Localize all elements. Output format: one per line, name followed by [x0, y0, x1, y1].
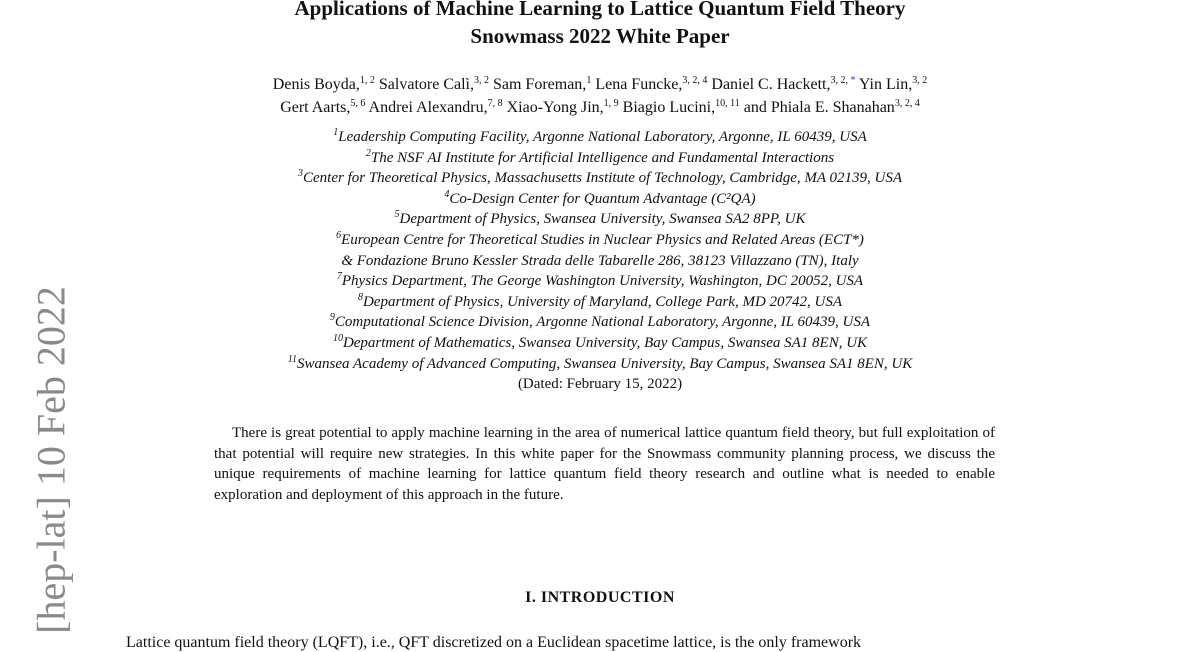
paper-title-line-2: Snowmass 2022 White Paper: [470, 24, 730, 48]
affiliation: $^3$Center for Theoretical Physics, Massachusetts Institute of Technology, Cambridge, MA 02139, USA: [298, 168, 902, 187]
affiliation-continued: & Fondazione Bruno Kessler Strada delle Tabarelle 286, 38123 Villazzano (TN), Italy: [341, 252, 859, 269]
title-block: [0, 0, 1200, 50]
affiliation: $^6$European Centre for Theoretical Studies in Nuclear Physics and Related Areas (ECT*): [336, 229, 864, 248]
author: Yin Lin,$^{3, 2}$: [858, 75, 928, 93]
corresponding-author-link[interactable]: *: [850, 75, 856, 86]
author: and Phiala E. Shanahan$^{3, 2, 4}$: [743, 98, 920, 116]
section-heading-introduction: I. INTRODUCTION: [525, 589, 675, 606]
author-list: [0, 73, 1200, 119]
affiliation: $^7$Physics Department, The George Washington University, Washington, DC 20052, USA: [336, 271, 864, 290]
arxiv-side-stamp: [hep-lat] 10 Feb 2022: [28, 286, 74, 634]
author: Andrei Alexandru,$^{7, 8}$: [368, 98, 503, 116]
abstract: There is great potential to apply machine learning in the area of numerical lattice quantum field theory, but full exploitation of that potential will require new strategies. In this white paper for the Snowmass community planning process, we discuss the unique requirements of machine learning for lattice quantum field theory research and outline what is needed to enable exploration and deployment of this approach in the future.: [214, 425, 995, 503]
introduction-first-line: Lattice quantum field theory (LQFT), i.e., QFT discretized on a Euclidean spacetime lattice, is the only framework: [126, 634, 862, 651]
affiliation: $^4$Co-Design Center for Quantum Advantage (C²QA): [444, 188, 756, 207]
affiliation-list: [0, 127, 1200, 395]
author: Biagio Lucini,$^{10, 11}$: [622, 98, 740, 116]
author: Daniel C. Hackett,$^{3, 2, *}$: [711, 75, 856, 93]
author-line-2: [0, 96, 1200, 119]
affiliation: $^9$Computational Science Division, Argonne National Laboratory, Argonne, IL 60439, USA: [329, 312, 871, 331]
affiliation: $^5$Department of Physics, Swansea University, Swansea SA2 8PP, UK: [394, 209, 806, 228]
affiliation: $^{10}$Department of Mathematics, Swansea University, Bay Campus, Swansea SA1 8EN, UK: [332, 332, 868, 351]
author: Gert Aarts,$^{5, 6}$: [280, 98, 366, 116]
author: Sam Foreman,$^1$: [492, 75, 592, 93]
author-line-1: [0, 73, 1200, 96]
dated-line: (Dated: February 15, 2022): [517, 376, 683, 393]
author: Xiao-Yong Jin,$^{1, 9}$: [506, 98, 619, 116]
affiliation: $^8$Department of Physics, University of Maryland, College Park, MD 20742, USA: [357, 291, 843, 310]
author: Lena Funcke,$^{3, 2, 4}$: [595, 75, 708, 93]
affiliation: $^2$The NSF AI Institute for Artificial Intelligence and Fundamental Interactions: [365, 147, 835, 166]
author: Salvatore Calì,$^{3, 2}$: [378, 75, 489, 93]
affiliation: $^{11}$Swansea Academy of Advanced Computing, Swansea University, Bay Campus, Swansea SA1 8EN, UK: [287, 353, 913, 372]
paper-title-line-1: Applications of Machine Learning to Lattice Quantum Field Theory: [294, 0, 906, 20]
author: Denis Boyda,$^{1, 2}$: [272, 75, 375, 93]
affiliation: $^1$Leadership Computing Facility, Argonne National Laboratory, Argonne, IL 60439, USA: [333, 127, 867, 145]
